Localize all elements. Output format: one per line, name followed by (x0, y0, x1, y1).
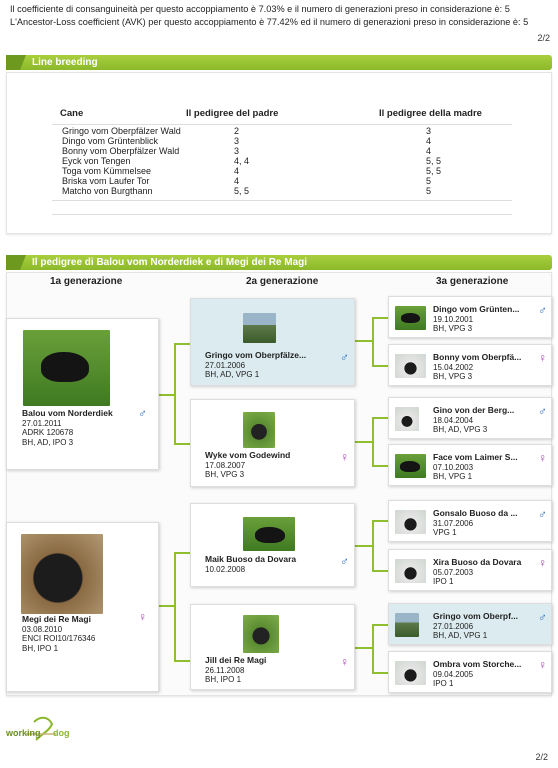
connector (372, 317, 388, 319)
divider (52, 200, 512, 201)
connector (372, 417, 388, 419)
dog-silhouette (400, 461, 420, 472)
connector (355, 647, 373, 649)
dog-name: Gringo vom Oberpf... (433, 611, 519, 621)
dog-photo (395, 306, 426, 330)
dog-photo (243, 615, 279, 653)
dog-photo (395, 354, 426, 378)
connector (372, 465, 388, 467)
dog-name: Ombra vom Storche... (433, 659, 522, 669)
connector (372, 520, 374, 571)
dog-name: Xira Buoso da Dovara (433, 557, 522, 567)
female-icon: ♀ (538, 658, 547, 672)
lb-dam: 5, 5 (426, 166, 442, 176)
dog-registration: ADRK 120678 (22, 428, 74, 437)
lb-sire: 3 (234, 146, 240, 156)
connector (372, 317, 374, 366)
connector (174, 552, 176, 661)
dog-titles: BH, VPG 3 (205, 470, 245, 479)
dog-titles: BH, VPG 3 (433, 324, 473, 333)
connector (372, 570, 388, 572)
gen3-card[interactable] (388, 296, 552, 338)
dog-name: Megi dei Re Magi (22, 614, 91, 624)
dog-photo (395, 454, 426, 478)
connector (174, 443, 190, 445)
dog-birth-date: 19.10.2001 (433, 314, 474, 324)
dog-birth-date: 26.11.2008 (205, 665, 245, 675)
dog-titles: BH, VPG 3 (433, 372, 473, 381)
dog-titles: IPO 1 (433, 577, 454, 586)
connector (174, 343, 190, 345)
dog-titles: BH, IPO 1 (22, 643, 59, 653)
gen3-card[interactable] (388, 344, 552, 386)
dog-photo (395, 407, 419, 431)
connector (372, 365, 388, 367)
logo-text-left: working (6, 728, 41, 738)
dog-birth-date: 03.08.2010 (22, 624, 63, 634)
dog-silhouette (255, 527, 285, 543)
male-icon: ♂ (340, 554, 349, 568)
connector (372, 624, 374, 673)
connector (355, 340, 373, 342)
connector (174, 660, 190, 662)
line-breeding-header (6, 55, 552, 70)
connector (174, 552, 190, 554)
lb-dog: Gringo vom Oberpfälzer Wald (62, 126, 181, 136)
dog-photo (243, 517, 295, 551)
dog-birth-date: 09.04.2005 (433, 669, 474, 679)
dog-titles: BH, AD, VPG 1 (433, 631, 488, 640)
lb-dam: 4 (426, 146, 432, 156)
gen3-card[interactable] (388, 549, 552, 591)
connector (355, 545, 373, 547)
dog-birth-date: 10.02.2008 (205, 564, 246, 574)
gen3-card[interactable] (388, 444, 552, 486)
lb-sire: 4, 4 (234, 156, 250, 166)
divider (52, 124, 512, 125)
male-icon: ♂ (538, 404, 547, 418)
male-icon: ♂ (340, 350, 349, 364)
gen3-card[interactable] (388, 651, 552, 693)
dog-photo (395, 510, 426, 534)
gen2-card[interactable] (190, 298, 355, 386)
dog-photo (395, 613, 419, 637)
dog-photo (243, 412, 275, 448)
dog-birth-date: 31.07.2006 (433, 518, 474, 528)
inbreeding-coefficient-text: Il coefficiente di consanguineità per questo accoppiamento è 7.03% e il numero di generazioni preso in considerazione è: 5 (10, 4, 510, 14)
dog-name: Face vom Laimer S... (433, 452, 518, 462)
lb-dog: Toga vom Kümmelsee (62, 166, 152, 176)
dog-name: Bonny vom Oberpfä... (433, 352, 522, 362)
dog-birth-date: 27.01.2006 (205, 360, 246, 370)
dog-silhouette (401, 313, 420, 323)
dog-titles: BH, AD, IPO 3 (22, 437, 74, 447)
lb-dam: 4 (426, 136, 432, 146)
connector (355, 441, 373, 443)
connector (159, 394, 175, 396)
gen3-card[interactable] (388, 500, 552, 542)
logo-text-right: dog (53, 728, 70, 738)
female-icon: ♀ (538, 351, 547, 365)
dog-name: Wyke vom Godewind (205, 450, 291, 460)
lb-sire: 2 (234, 126, 240, 136)
dog-photo (395, 661, 426, 685)
dog-name: Jill dei Re Magi (205, 655, 267, 665)
gen3-header: 3a generazione (436, 276, 509, 287)
connector (159, 605, 175, 607)
page-number-top: 2/2 (537, 33, 550, 43)
dog-birth-date: 27.01.2011 (22, 418, 62, 428)
lb-dam: 5 (426, 186, 432, 196)
dog-birth-date: 07.10.2003 (433, 462, 474, 472)
dog-photo (21, 534, 103, 614)
gen1-header: 1a generazione (50, 276, 123, 287)
lb-dog: Bonny vom Oberpfälzer Wald (62, 146, 180, 156)
col-header-sire: Il pedigree del padre (186, 108, 279, 119)
dog-name: Balou vom Norderdiek (22, 408, 113, 418)
lb-dog: Dingo vom Grüntenblick (62, 136, 159, 146)
dog-name: Gino von der Berg... (433, 405, 515, 415)
male-icon: ♂ (538, 303, 547, 317)
male-icon: ♂ (538, 507, 547, 521)
col-header-dog: Cane (60, 108, 84, 119)
dog-titles: BH, AD, VPG 1 (205, 370, 260, 379)
gen2-header: 2a generazione (246, 276, 319, 287)
gen1-card-sire[interactable] (6, 318, 159, 470)
dog-photo (23, 330, 110, 406)
female-icon: ♀ (538, 556, 547, 570)
page-number: 2/2 (535, 752, 548, 762)
dog-photo (395, 559, 426, 583)
dog-birth-date: 15.04.2002 (433, 362, 474, 372)
dog-titles: VPG 1 (433, 528, 457, 537)
dog-titles: BH, IPO 1 (205, 675, 242, 684)
gen2-card[interactable] (190, 604, 355, 690)
lb-dog: Briska vom Laufer Tor (62, 176, 150, 186)
female-icon: ♀ (538, 451, 547, 465)
pedigree-header (6, 255, 552, 270)
lb-dog: Eyck von Tengen (62, 156, 131, 166)
gen3-card[interactable] (388, 397, 552, 439)
dog-titles: BH, VPG 1 (433, 472, 473, 481)
male-icon: ♂ (138, 406, 147, 420)
gen2-card[interactable] (190, 503, 355, 587)
dog-name: Gonsalo Buoso da ... (433, 508, 518, 518)
connector (372, 417, 374, 466)
dog-birth-date: 05.07.2003 (433, 567, 474, 577)
gen2-card[interactable] (190, 399, 355, 487)
female-icon: ♀ (340, 655, 349, 669)
connector (372, 624, 388, 626)
connector (174, 343, 176, 444)
dog-titles: BH, AD, VPG 3 (433, 425, 488, 434)
line-breeding-title: Line breeding (32, 57, 98, 68)
female-icon: ♀ (340, 450, 349, 464)
working-dog-logo (6, 714, 76, 747)
dog-name: Gringo vom Oberpfälze... (205, 350, 307, 360)
dog-birth-date: 27.01.2006 (433, 621, 474, 631)
dog-titles: IPO 1 (433, 679, 454, 688)
coefficient-info (10, 3, 528, 29)
lb-dam: 3 (426, 126, 432, 136)
dog-silhouette (41, 352, 89, 382)
lb-dog: Matcho von Burgthann (62, 186, 153, 196)
gen3-card[interactable] (388, 603, 552, 645)
dog-registration: ENCI ROI10/176346 (22, 634, 96, 643)
connector (372, 520, 388, 522)
pedigree-title: Il pedigree di Balou vom Norderdiek e di Megi dei Re Magi (32, 257, 308, 268)
dog-birth-date: 17.08.2007 (205, 460, 246, 470)
dog-name: Dingo vom Grünten... (433, 304, 520, 314)
connector (372, 672, 388, 674)
lb-sire: 4 (234, 166, 240, 176)
dog-name: Maik Buoso da Dovara (205, 554, 297, 564)
female-icon: ♀ (138, 610, 147, 624)
dog-photo (243, 313, 276, 343)
male-icon: ♂ (538, 610, 547, 624)
avk-coefficient-text: L'Ancestor-Loss coefficient (AVK) per questo accoppiamento è 77.42% ed il numero di generazioni preso in considerazione è: 5 (10, 17, 529, 27)
lb-sire: 3 (234, 136, 240, 146)
divider (52, 214, 512, 215)
dog-birth-date: 18.04.2004 (433, 415, 474, 425)
gen1-card-dam[interactable] (6, 522, 159, 692)
lb-dam: 5 (426, 176, 432, 186)
lb-sire: 4 (234, 176, 240, 186)
col-header-dam: Il pedigree della madre (379, 108, 482, 119)
lb-dam: 5, 5 (426, 156, 442, 166)
lb-sire: 5, 5 (234, 186, 250, 196)
